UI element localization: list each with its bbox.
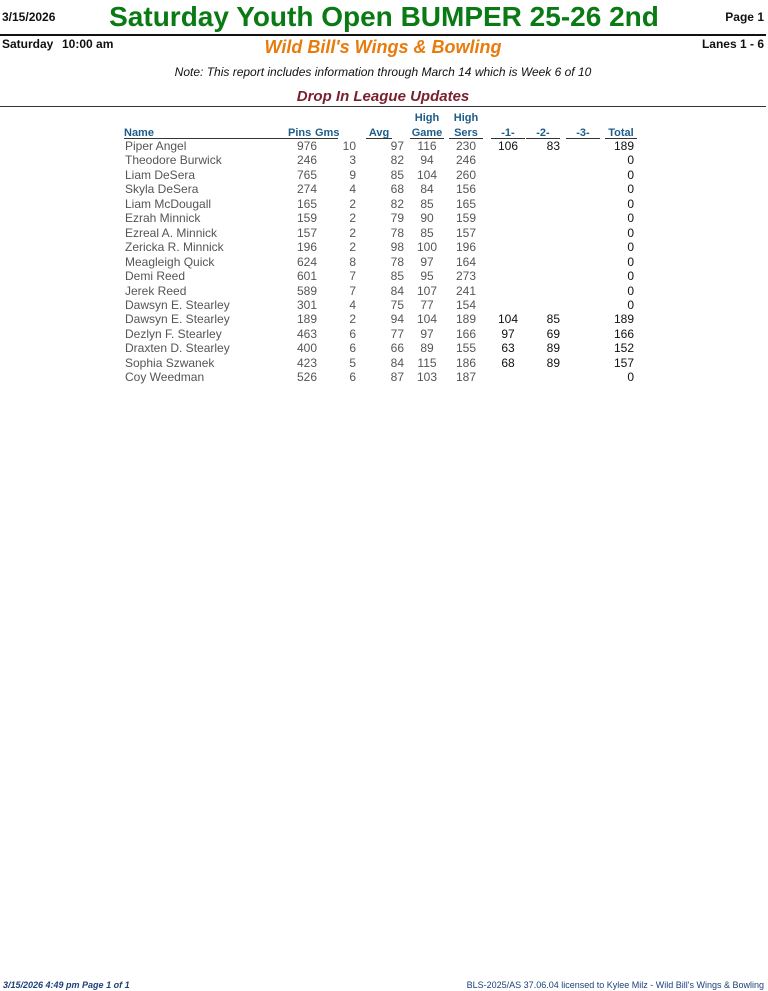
cell-hs: 230 xyxy=(455,139,477,153)
cell-total: 152 xyxy=(613,341,634,356)
cell-hg: 84 xyxy=(420,182,434,197)
cell-pins: 165 xyxy=(296,196,317,211)
cell-name: Demi Reed xyxy=(125,269,186,284)
col-avg: Avg xyxy=(368,127,390,139)
col-total: Total xyxy=(608,127,634,139)
page-number: Page 1 xyxy=(725,10,764,24)
cell-hg: 100 xyxy=(416,240,438,255)
cell-avg: 82 xyxy=(390,196,404,211)
cell-hs: 273 xyxy=(455,269,477,284)
bowling-center-name: Wild Bill's Wings & Bowling xyxy=(264,37,502,57)
cell-hs: 166 xyxy=(455,326,477,341)
cell-total: 0 xyxy=(627,254,634,269)
cell-hg: 95 xyxy=(420,269,434,284)
cell-g1: 97 xyxy=(501,326,515,341)
col-high-sers-bot: Sers xyxy=(454,127,478,139)
table-row xyxy=(0,341,768,355)
cell-avg: 79 xyxy=(390,211,404,226)
cell-name: Meagleigh Quick xyxy=(125,254,215,269)
cell-gms: 9 xyxy=(349,167,356,182)
table-row xyxy=(0,284,768,298)
cell-gms: 4 xyxy=(349,182,356,197)
cell-g2: 69 xyxy=(546,326,560,341)
cell-total: 0 xyxy=(627,153,634,168)
lanes-label: Lanes 1 - 6 xyxy=(701,37,764,51)
cell-gms: 7 xyxy=(349,283,356,298)
cell-name: Ezrah Minnick xyxy=(125,211,201,226)
cell-hs: 154 xyxy=(455,297,477,312)
cell-pins: 157 xyxy=(296,225,317,240)
cell-hs: 159 xyxy=(455,211,477,226)
cell-name: Dawsyn E. Stearley xyxy=(125,312,230,327)
cell-g1: 104 xyxy=(497,312,519,327)
cell-avg: 82 xyxy=(390,153,404,168)
cell-hg: 107 xyxy=(416,283,438,298)
cell-total: 157 xyxy=(613,355,634,370)
cell-gms: 6 xyxy=(349,341,356,356)
cell-pins: 976 xyxy=(296,139,317,153)
cell-hg: 85 xyxy=(420,225,434,240)
cell-avg: 98 xyxy=(390,240,404,255)
cell-hg: 94 xyxy=(420,153,434,168)
section-title: Drop In League Updates xyxy=(296,88,470,105)
cell-hg: 104 xyxy=(416,312,438,327)
cell-total: 0 xyxy=(627,240,634,255)
table-row xyxy=(0,298,768,312)
cell-total: 0 xyxy=(627,196,634,211)
cell-name: Jerek Reed xyxy=(125,283,187,298)
league-time: 10:00 am xyxy=(62,37,114,51)
cell-pins: 246 xyxy=(296,153,317,168)
col-high-game-top: High xyxy=(414,112,440,124)
table-row xyxy=(0,168,768,182)
table-row xyxy=(0,240,768,254)
cell-pins: 765 xyxy=(296,167,317,182)
cell-hs: 186 xyxy=(455,355,477,370)
footer-timestamp: 3/15/2026 4:49 pm Page 1 of 1 xyxy=(3,980,130,990)
cell-gms: 5 xyxy=(349,355,356,370)
cell-total: 0 xyxy=(627,269,634,284)
cell-avg: 75 xyxy=(390,297,404,312)
cell-hs: 156 xyxy=(455,182,477,197)
cell-pins: 196 xyxy=(296,240,317,255)
cell-gms: 2 xyxy=(349,196,356,211)
cell-hs: 196 xyxy=(455,240,477,255)
table-row xyxy=(0,211,768,225)
cell-total: 0 xyxy=(627,182,634,197)
cell-hg: 77 xyxy=(420,297,434,312)
cell-hs: 189 xyxy=(455,312,477,327)
cell-gms: 2 xyxy=(349,211,356,226)
cell-hs: 246 xyxy=(455,153,477,168)
cell-g2: 85 xyxy=(546,312,560,327)
cell-pins: 400 xyxy=(296,341,317,356)
cell-total: 166 xyxy=(613,326,634,341)
col-game-3: -3- xyxy=(576,127,590,139)
cell-avg: 85 xyxy=(390,269,404,284)
cell-total: 0 xyxy=(627,283,634,298)
footer-license: BLS-2025/AS 37.06.04 licensed to Kylee Milz - Wild Bill's Wings & Bowling xyxy=(466,980,764,990)
cell-avg: 97 xyxy=(390,139,404,153)
cell-avg: 94 xyxy=(390,312,404,327)
cell-name: Sophia Szwanek xyxy=(125,355,215,370)
cell-g2: 89 xyxy=(546,341,560,356)
col-name: Name xyxy=(124,127,154,139)
cell-pins: 274 xyxy=(296,182,317,197)
table-row xyxy=(0,370,768,384)
col-gms: Gms xyxy=(315,127,340,139)
cell-hs: 260 xyxy=(455,167,477,182)
col-high-sers-top: High xyxy=(453,112,479,124)
report-date: 3/15/2026 xyxy=(2,10,56,24)
cell-gms: 3 xyxy=(349,153,356,168)
cell-name: Ezreal A. Minnick xyxy=(125,225,218,240)
col-game-1: -1- xyxy=(501,127,515,139)
cell-pins: 189 xyxy=(296,312,317,327)
cell-pins: 601 xyxy=(296,269,317,284)
cell-gms: 6 xyxy=(349,370,356,385)
cell-name: Dezlyn F. Stearley xyxy=(125,326,222,341)
col-game-2: -2- xyxy=(536,127,550,139)
cell-gms: 2 xyxy=(349,240,356,255)
cell-total: 0 xyxy=(627,211,634,226)
cell-name: Coy Weedman xyxy=(125,370,205,385)
cell-hs: 155 xyxy=(455,341,477,356)
cell-pins: 526 xyxy=(296,370,317,385)
cell-g2: 89 xyxy=(546,355,560,370)
cell-total: 0 xyxy=(627,297,634,312)
cell-avg: 78 xyxy=(390,254,404,269)
table-row xyxy=(0,182,768,196)
cell-hs: 157 xyxy=(455,225,477,240)
cell-pins: 624 xyxy=(296,254,317,269)
table-row xyxy=(0,226,768,240)
report-note: Note: This report includes information through March 14 which is Week 6 of 10 xyxy=(174,65,592,79)
cell-name: Draxten D. Stearley xyxy=(125,341,230,356)
cell-avg: 85 xyxy=(390,167,404,182)
table-row xyxy=(0,312,768,326)
table-row xyxy=(0,327,768,341)
cell-hg: 115 xyxy=(417,355,437,370)
cell-avg: 68 xyxy=(390,182,404,197)
cell-hs: 241 xyxy=(455,283,477,298)
cell-gms: 10 xyxy=(342,139,356,153)
cell-avg: 84 xyxy=(390,355,404,370)
cell-gms: 2 xyxy=(349,225,356,240)
cell-pins: 423 xyxy=(296,355,317,370)
cell-pins: 159 xyxy=(296,211,317,226)
cell-hg: 90 xyxy=(420,211,434,226)
cell-name: Liam DeSera xyxy=(125,167,196,182)
cell-gms: 4 xyxy=(349,297,356,312)
section-divider xyxy=(0,106,766,107)
cell-avg: 77 xyxy=(390,326,404,341)
table-row xyxy=(0,197,768,211)
cell-g1: 63 xyxy=(501,341,515,356)
cell-name: Theodore Burwick xyxy=(125,153,222,168)
cell-avg: 87 xyxy=(390,370,404,385)
cell-avg: 66 xyxy=(390,341,404,356)
cell-pins: 589 xyxy=(296,283,317,298)
cell-name: Zericka R. Minnick xyxy=(125,240,224,255)
col-pins: Pins xyxy=(288,127,312,139)
cell-name: Skyla DeSera xyxy=(125,182,199,197)
cell-hg: 103 xyxy=(416,370,438,385)
cell-g2: 83 xyxy=(546,139,560,153)
table-row xyxy=(0,139,768,153)
table-row xyxy=(0,269,768,283)
cell-g1: 106 xyxy=(497,139,519,153)
cell-hg: 104 xyxy=(416,167,438,182)
col-high-game-bot: Game xyxy=(411,127,443,139)
cell-g1: 68 xyxy=(501,355,515,370)
cell-gms: 2 xyxy=(349,312,356,327)
cell-pins: 301 xyxy=(296,297,317,312)
cell-hs: 164 xyxy=(455,254,477,269)
table-row xyxy=(0,356,768,370)
header-divider xyxy=(0,34,766,36)
cell-total: 0 xyxy=(627,167,634,182)
cell-name: Piper Angel xyxy=(125,139,187,153)
cell-total: 189 xyxy=(613,139,634,153)
cell-hg: 97 xyxy=(420,326,434,341)
cell-avg: 78 xyxy=(390,225,404,240)
cell-pins: 463 xyxy=(296,326,317,341)
cell-gms: 6 xyxy=(349,326,356,341)
cell-hg: 116 xyxy=(417,139,437,153)
league-day: Saturday xyxy=(2,37,54,51)
cell-gms: 7 xyxy=(349,269,356,284)
cell-hg: 89 xyxy=(420,341,434,356)
cell-hg: 97 xyxy=(420,254,434,269)
cell-gms: 8 xyxy=(349,254,356,269)
cell-avg: 84 xyxy=(390,283,404,298)
cell-name: Dawsyn E. Stearley xyxy=(125,297,230,312)
report-title: Saturday Youth Open BUMPER 25-26 2nd xyxy=(109,1,659,32)
table-row xyxy=(0,255,768,269)
cell-total: 189 xyxy=(613,312,634,327)
cell-name: Liam McDougall xyxy=(125,196,212,211)
cell-hg: 85 xyxy=(420,196,434,211)
cell-hs: 165 xyxy=(455,196,477,211)
cell-hs: 187 xyxy=(455,370,477,385)
cell-total: 0 xyxy=(627,225,634,240)
cell-total: 0 xyxy=(627,370,634,385)
table-row xyxy=(0,153,768,167)
